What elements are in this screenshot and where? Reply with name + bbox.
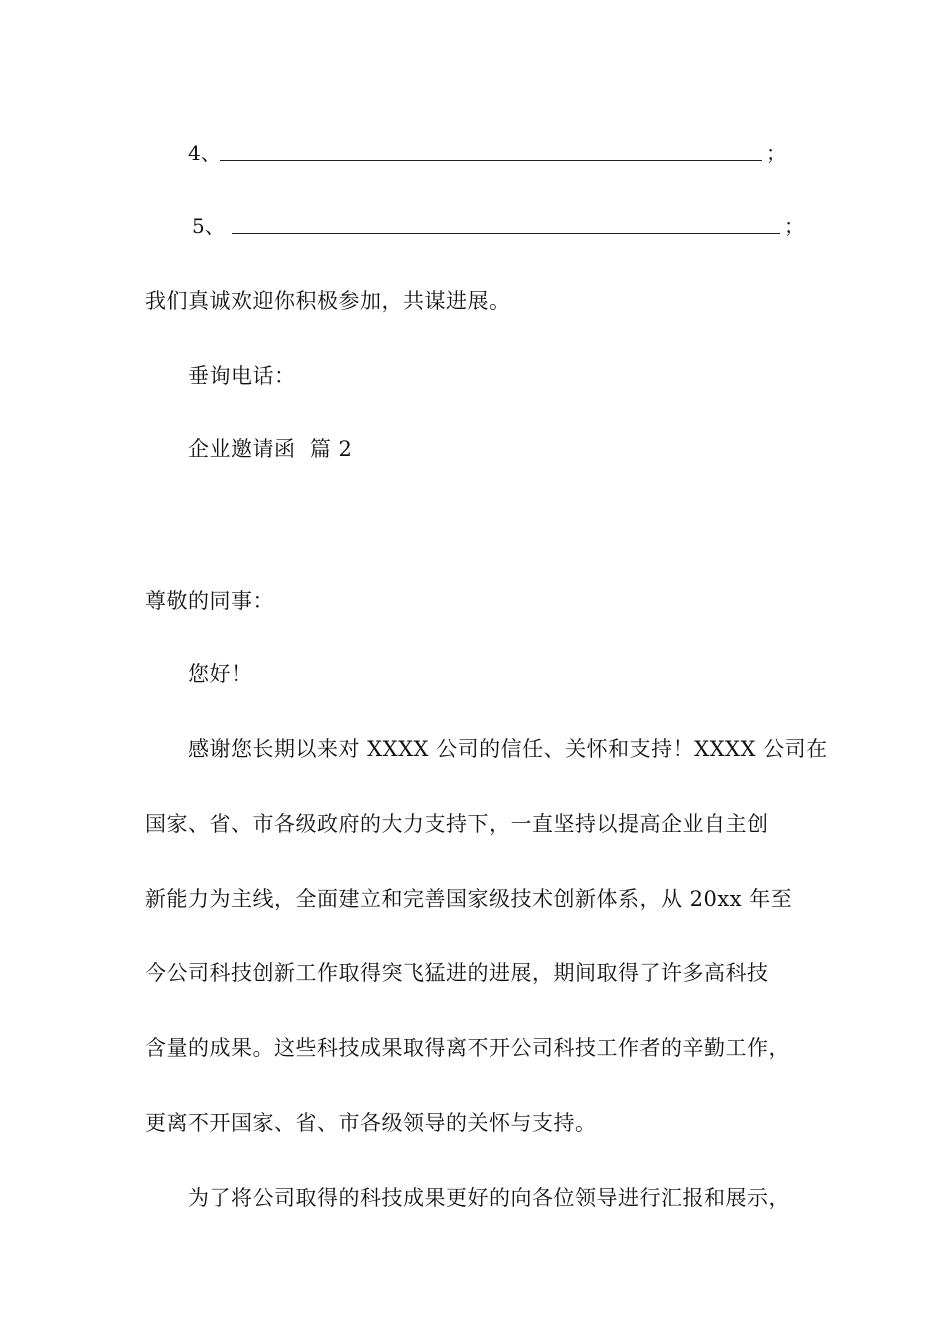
fill-in-line[interactable] xyxy=(220,160,762,161)
salutation: 尊敬的同事： xyxy=(145,589,274,613)
welcome-text: 我们真诚欢迎你积极参加，共谋进展。 xyxy=(145,289,511,313)
body-paragraph-1-line-6: 更离不开国家、省、市各级领导的关怀与支持。 xyxy=(145,1111,597,1135)
greeting: 您好！ xyxy=(188,662,253,686)
blank-item-4 xyxy=(188,138,788,168)
body-paragraph-1-line-2: 国家、省、市各级政府的大力支持下，一直坚持以提高企业自主创 xyxy=(145,812,769,836)
body-paragraph-1-line-5: 含量的成果。这些科技成果取得离不开公司科技工作者的辛勤工作， xyxy=(145,1036,790,1060)
item-end-mark: ； xyxy=(766,141,786,165)
phone-label: 垂询电话： xyxy=(188,364,296,388)
item-number: 5、 xyxy=(192,214,225,238)
section-title: 企业邀请函 篇 2 xyxy=(188,437,353,461)
body-paragraph-1-line-3: 新能力为主线，全面建立和完善国家级技术创新体系，从 20xx 年至 xyxy=(145,887,793,911)
fill-in-line[interactable] xyxy=(232,233,780,234)
blank-item-5 xyxy=(192,211,802,241)
body-paragraph-1-line-4: 今公司科技创新工作取得突飞猛进的进展，期间取得了许多高科技 xyxy=(145,961,769,985)
body-paragraph-1-line-1: 感谢您长期以来对 XXXX 公司的信任、关怀和支持！XXXX 公司在 xyxy=(188,737,828,761)
item-number: 4、 xyxy=(188,141,221,165)
body-paragraph-2-line-1: 为了将公司取得的科技成果更好的向各位领导进行汇报和展示， xyxy=(188,1186,790,1210)
item-end-mark: ； xyxy=(784,214,804,238)
